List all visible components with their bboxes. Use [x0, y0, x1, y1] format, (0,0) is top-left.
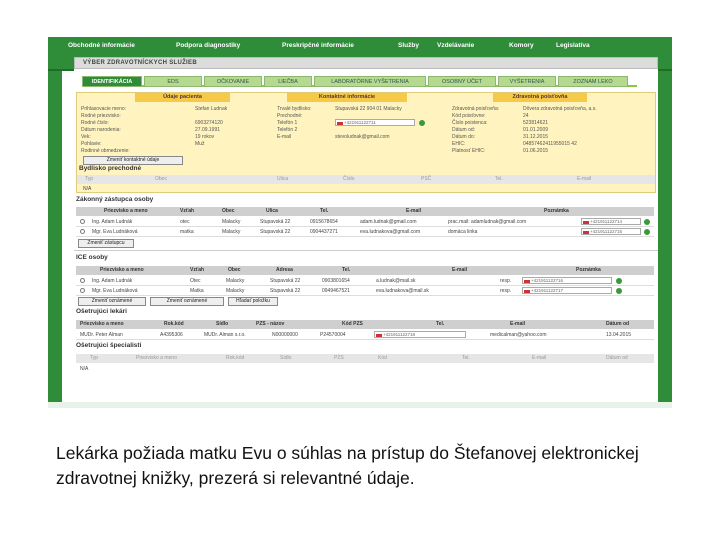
radio-button[interactable]	[80, 278, 85, 283]
cell-vztah: Otec	[190, 278, 201, 284]
label-phone-2: Telefón 2	[277, 127, 298, 133]
edit-contact-button[interactable]: Zmeniť kontaktné údaje	[83, 156, 183, 165]
th-psc: PSČ	[421, 176, 432, 182]
cell-obec: Malacky	[226, 278, 245, 284]
label-insurer-code: Kód poisťovne:	[452, 113, 486, 119]
value-insurer-code: 24	[523, 113, 529, 119]
patient-panel	[76, 92, 656, 193]
ice-row[interactable]	[76, 276, 654, 286]
cell-sidlo: MUDr. Alman s.r.o.	[204, 332, 246, 338]
phone-select[interactable]	[581, 218, 641, 225]
confirm-icon[interactable]	[419, 120, 425, 126]
change-ice-button-2[interactable]: Zmeniť oznámené	[150, 297, 224, 306]
th-kod: Kód	[378, 355, 387, 361]
value-insurer: Dôvera zdravotná poisťovňa, a.s.	[523, 106, 597, 112]
confirm-icon[interactable]	[616, 278, 622, 284]
th-tel: Tel.	[342, 267, 351, 273]
cell-name: Mgr. Eva Ludnáková	[92, 288, 138, 294]
cell-poznamka: prac.mail: adamludnak@gmail.com	[448, 219, 527, 225]
tab-ockovanie[interactable]: OČKOVANIE	[204, 76, 262, 87]
tab-laboratorne[interactable]: LABORATÓRNE VYŠETRENIA	[314, 76, 426, 87]
th-tel: Tel.	[495, 176, 503, 182]
phone-select-value: +421911122714	[590, 219, 622, 224]
label-insurer: Zdravotná poisťovňa:	[452, 106, 500, 112]
main-content	[74, 57, 658, 402]
phone-select[interactable]	[581, 228, 641, 235]
label-date-from: Dátum od:	[452, 127, 476, 133]
specialists-header	[76, 354, 654, 363]
label-insured-number: Číslo poistenca:	[452, 120, 488, 126]
slide-caption: Lekárka požiada matku Evu o súhlas na prístup do Štefanovej elektronickej zdravotnej knižky, prezerá si relevantné údaje.	[56, 443, 639, 488]
th-kod-pzs: Kód PZS	[342, 321, 363, 327]
cell-ulica: Stupavská 22	[260, 219, 291, 225]
ice-title: ICE osoby	[76, 254, 108, 261]
insurance-header: Zdravotná poisťovňa	[493, 93, 587, 102]
th-name: Priezvisko a meno	[80, 321, 124, 327]
value-birth-date: 27.09.1991	[195, 127, 221, 133]
phone-select[interactable]	[522, 287, 612, 294]
cell-tel: 0904437271	[310, 229, 338, 235]
th-ulica: Ulica	[266, 208, 278, 214]
nav-komory[interactable]: Komory	[509, 42, 534, 49]
label-ehic: EHIC:	[452, 141, 466, 147]
temp-residence-title: Bydlisko prechodné	[79, 165, 142, 172]
tab-zoznam-leko[interactable]: ZOZNAM LEKO	[558, 76, 628, 87]
cell-obec: Malacky	[222, 219, 241, 225]
confirm-icon[interactable]	[644, 229, 650, 235]
th-date-from: Dátum od	[606, 321, 630, 327]
th-vztah: Vzťah	[190, 267, 205, 273]
doctors-title: Ošetrujúci lekári	[76, 308, 127, 315]
cell-email: eva.ludnakova@mail.sk	[376, 288, 429, 294]
th-email: E-mail	[406, 208, 422, 214]
cell-email: eva.ludnakova@gmail.com	[360, 229, 421, 235]
th-rok-kod: Rok.kód	[164, 321, 184, 327]
cell-name: Mgr. Eva Ludnáková	[92, 229, 138, 235]
cell-kod-pzs: P24570004	[320, 332, 346, 338]
nav-vzdelavanie[interactable]: Vzdelávanie	[437, 42, 475, 49]
cell-email: medicalman@yahoo.com	[490, 332, 547, 338]
cell-vztah: matka	[180, 229, 194, 235]
cell-tel: 0903801654	[322, 278, 350, 284]
right-border	[658, 71, 672, 408]
label-age: Vek:	[81, 134, 91, 140]
bottom-border	[48, 402, 672, 408]
value-permanent-address: Stupavská 22 904 01 Malacky	[335, 106, 402, 112]
flag-icon	[337, 121, 343, 125]
cell-adresa: Stupavská 22	[270, 278, 301, 284]
change-guardian-button[interactable]: Zmeniť zástupcu	[78, 239, 134, 248]
change-ice-button[interactable]: Zmeniť oznámené	[78, 297, 146, 306]
confirm-icon[interactable]	[616, 288, 622, 294]
page-title: VÝBER ZDRAVOTNÍCKYCH SLUŽIEB	[83, 60, 197, 66]
th-tel: Tel.	[462, 355, 470, 361]
cell-obec: Malacky	[222, 229, 241, 235]
value-login: Stefan Ludnak	[195, 106, 228, 112]
th-poznamka: Poznámka	[544, 208, 569, 214]
tab-bar	[82, 76, 637, 87]
cell-ulica: Stupavská 22	[260, 229, 291, 235]
tab-vysetrenia[interactable]: VYŠETRENIA	[498, 76, 556, 87]
value-ehic: 04857462411955015 42	[523, 141, 577, 147]
label-phone-1: Telefón 1	[277, 120, 298, 126]
th-pzs-nazov: PZS - názov	[256, 321, 285, 327]
confirm-icon[interactable]	[644, 219, 650, 225]
nav-podpora[interactable]: Podpora diagnostiky	[176, 42, 241, 49]
contact-info-header: Kontaktné informácie	[287, 93, 407, 102]
phone-select-value: +421911122716	[531, 278, 563, 283]
flag-icon	[583, 220, 589, 224]
cell-tel: 0915678654	[310, 219, 338, 225]
label-birth-number: Rodné číslo:	[81, 120, 109, 126]
guardian-title: Zákonný zástupca osoby	[76, 196, 154, 203]
th-date-from: Dátum od	[606, 355, 628, 361]
label-birth-surname: Rodné priezvisko:	[81, 113, 121, 119]
cell-name: MUDr. Peter Alman	[80, 332, 123, 338]
label-family-restriction: Rodinné obmedzenie:	[81, 148, 130, 154]
phone-select[interactable]	[374, 331, 466, 338]
th-email: E-mail	[532, 355, 547, 361]
th-obec: Obec	[222, 208, 235, 214]
label-login: Prihlasovacie meno:	[81, 106, 127, 112]
phone-select-value: +421911122717	[531, 288, 563, 293]
th-email: E-mail	[577, 176, 592, 182]
phone-select[interactable]	[522, 277, 612, 284]
tab-liecba[interactable]: LIEČBA	[264, 76, 312, 87]
radio-button[interactable]	[80, 288, 85, 293]
th-tel: Tel.	[436, 321, 445, 327]
th-vztah: Vzťah	[180, 208, 195, 214]
phone-select-value: +421911122718	[383, 332, 415, 337]
label-birth-date: Dátum narodenia:	[81, 127, 121, 133]
th-name: Priezvisko a meno	[100, 267, 144, 273]
th-email: E-mail	[452, 267, 468, 273]
phone-1-value: +421911122711	[344, 120, 376, 125]
doctors-header	[76, 320, 654, 329]
th-sidlo: Sídlo	[216, 321, 229, 327]
th-adresa: Adresa	[276, 267, 293, 273]
divider	[74, 250, 658, 251]
specialists-na: N/A	[80, 366, 89, 372]
doctor-row[interactable]	[76, 330, 654, 340]
label-date-to: Dátum do:	[452, 134, 476, 140]
cell-email: a.ludnak@mail.sk	[376, 278, 416, 284]
th-tel: Tel.	[320, 208, 329, 214]
th-name: Priezvisko a meno	[136, 355, 177, 361]
th-typ: Typ	[90, 355, 99, 361]
cell-poznamka: domáca linka	[448, 229, 478, 235]
value-insured-number: 523814621	[523, 120, 549, 126]
cell-pzs-nazov: N00000000	[272, 332, 298, 338]
cell-poznamka: resp.	[500, 278, 512, 284]
value-age: 19 rokov	[195, 134, 215, 140]
page-title-bar	[74, 57, 658, 69]
tab-osobny-ucet[interactable]: OSOBNÝ ÚČET	[428, 76, 496, 87]
guardian-row[interactable]	[76, 227, 654, 237]
cell-name: Ing. Adam Ludnák	[92, 219, 133, 225]
specialists-title: Ošetrujúci špecialisti	[76, 342, 142, 349]
ice-header	[76, 266, 654, 275]
value-date-to: 31.12.2015	[523, 134, 549, 140]
left-border	[48, 71, 62, 408]
nav-legislativa[interactable]: Legislatíva	[556, 42, 590, 49]
flag-icon	[524, 279, 530, 283]
label-permanent-address: Trvalé bydlisko:	[277, 106, 312, 112]
th-pzs: PZS	[334, 355, 344, 361]
th-obec: Obec	[228, 267, 241, 273]
label-temporary-address: Prechodné:	[277, 113, 303, 119]
guardian-row[interactable]	[76, 217, 654, 227]
th-email: E-mail	[510, 321, 526, 327]
temp-residence-na: N/A	[83, 186, 92, 192]
value-ehic-validity: 01.06.2015	[523, 148, 549, 154]
tab-eds[interactable]: EDS	[144, 76, 202, 87]
patient-data-header: Údaje pacienta	[135, 93, 230, 102]
phone-1-field[interactable]	[335, 119, 415, 126]
value-date-from: 01.01.2009	[523, 127, 549, 133]
phone-select-value: +421911122715	[590, 229, 622, 234]
temp-residence-header	[77, 175, 655, 184]
th-cislo: Číslo	[343, 176, 355, 182]
nav-preskripcne[interactable]: Preskripčné informácie	[282, 42, 354, 49]
cell-vztah: otec	[180, 219, 190, 225]
cell-vztah: Matka	[190, 288, 204, 294]
value-sex: Muž	[195, 141, 205, 147]
th-ulica: Ulica	[277, 176, 289, 182]
flag-icon	[583, 230, 589, 234]
cell-name: Ing. Adam Ludnák	[92, 278, 133, 284]
cell-adresa: Stupavská 22	[270, 288, 301, 294]
cell-tel: 0949467521	[322, 288, 350, 294]
search-item-button[interactable]: Hľadať položku	[228, 297, 278, 306]
flag-icon	[524, 289, 530, 293]
th-name: Priezvisko a meno	[104, 208, 148, 214]
radio-button[interactable]	[80, 219, 85, 224]
radio-button[interactable]	[80, 229, 85, 234]
th-obec: Obec	[155, 176, 167, 182]
tab-identifikacia[interactable]: IDENTIFIKÁCIA	[82, 76, 142, 87]
ice-row[interactable]	[76, 286, 654, 296]
th-poznamka: Poznámka	[576, 267, 601, 273]
browser-screenshot	[48, 37, 672, 408]
flag-icon	[376, 333, 382, 337]
nav-sluzby[interactable]: Služby	[398, 42, 419, 49]
cell-date-from: 13.04.2015	[606, 332, 632, 338]
th-rok-kod: Rok.kód	[226, 355, 245, 361]
cell-obec: Malacky	[226, 288, 245, 294]
nav-obchodne[interactable]: Obchodné informácie	[68, 42, 135, 49]
cell-rok-kod: A4395306	[160, 332, 183, 338]
cell-poznamka: resp.	[500, 288, 512, 294]
value-email: stevoludnak@gmail.com	[335, 134, 390, 140]
label-sex: Pohlavie:	[81, 141, 102, 147]
th-sidlo: Sídlo	[280, 355, 292, 361]
cell-email: adam.ludnak@gmail.com	[360, 219, 417, 225]
guardian-header	[76, 207, 654, 216]
value-birth-number: 6903274120	[195, 120, 223, 126]
label-ehic-validity: Platnosť EHIC:	[452, 148, 486, 154]
label-email: E-mail	[277, 134, 292, 140]
th-typ: Typ	[85, 176, 94, 182]
